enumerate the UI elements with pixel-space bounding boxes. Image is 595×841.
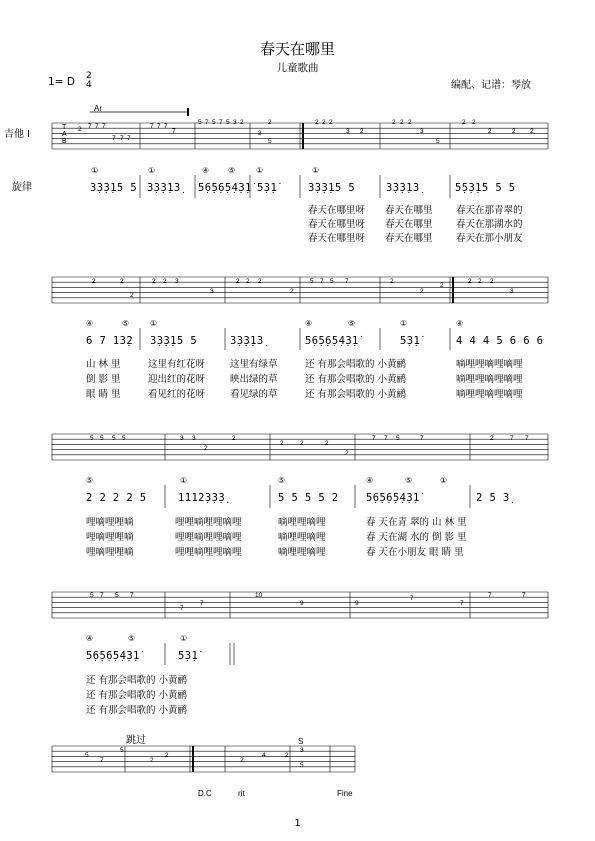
svg-text:2: 2: [345, 450, 349, 457]
svg-text:2: 2: [325, 440, 329, 447]
svg-text:5: 5: [115, 592, 119, 599]
lyric: 哩哩嘀哩哩嘀哩: [175, 532, 242, 543]
page-title: 春天在哪里: [259, 40, 335, 58]
string-mark: ⑤: [228, 166, 236, 175]
svg-text:3: 3: [175, 278, 179, 285]
string-mark: ①: [148, 166, 156, 175]
svg-text:7: 7: [102, 123, 106, 130]
string-mark: ④: [366, 476, 374, 485]
svg-text:2: 2: [322, 119, 326, 126]
ar-marker: Ar: [94, 104, 102, 113]
svg-text:2: 2: [440, 282, 444, 289]
lyric: 春天在哪里: [385, 219, 433, 230]
guitar-label: 吉他 I: [4, 129, 31, 140]
svg-text:2: 2: [420, 288, 424, 295]
lyric: 眼 睛 里: [86, 389, 121, 400]
svg-text:2: 2: [92, 278, 96, 285]
svg-text:5: 5: [112, 435, 116, 442]
svg-text:5: 5: [120, 747, 124, 754]
lyric: 倒 影 里: [86, 374, 121, 385]
dc-marker: D.C: [198, 789, 212, 798]
svg-text:7: 7: [410, 595, 414, 602]
string-mark: ④: [456, 319, 464, 328]
svg-text:7: 7: [488, 592, 492, 599]
lyric: 看见红的花呀: [148, 389, 206, 400]
svg-text:2: 2: [530, 128, 534, 135]
svg-text:7: 7: [150, 123, 154, 130]
time-signature-bottom: 4: [86, 80, 92, 90]
svg-text:7: 7: [384, 435, 388, 442]
lyric: 嘀哩哩嘀哩嘀哩: [456, 359, 523, 370]
melody-bar: 5̣3̣1̇: [400, 335, 421, 347]
svg-text:3: 3: [258, 130, 262, 137]
svg-text:5: 5: [198, 119, 202, 126]
fine-marker: Fine: [337, 789, 353, 798]
tab-clef: [62, 124, 67, 145]
svg-text:2: 2: [360, 128, 364, 135]
melody-bar: 5̣3̣1̇: [257, 182, 278, 194]
svg-text:7: 7: [525, 435, 529, 442]
svg-text:2: 2: [472, 119, 476, 126]
lyric: 迎出红的花呀: [148, 374, 206, 385]
string-mark: ④: [86, 319, 94, 328]
svg-text:2: 2: [152, 278, 156, 285]
svg-text:7: 7: [200, 600, 204, 607]
svg-text:5: 5: [300, 762, 304, 769]
key-signature: 1= D: [48, 76, 75, 88]
svg-text:5: 5: [122, 435, 126, 442]
svg-text:3: 3: [210, 288, 214, 295]
staff-system-5: [52, 746, 355, 772]
svg-text:2: 2: [390, 278, 394, 285]
string-mark: ⑤: [122, 319, 130, 328]
svg-text:2: 2: [130, 292, 134, 299]
staff-system-2: [52, 277, 548, 303]
string-mark: ④: [202, 166, 210, 175]
lyric: 春 天在青 翠的 山 林 里: [366, 517, 467, 528]
svg-text:7: 7: [345, 278, 349, 285]
melody-bar: 5̣6̣5̣6̣5̣4̣3̣1̇: [305, 335, 359, 347]
svg-text:3: 3: [346, 128, 350, 135]
lyric: 春 天在湖 水的 倒 影 里: [366, 532, 467, 543]
lyric: 山 林 里: [86, 359, 121, 370]
svg-text:5: 5: [100, 435, 104, 442]
svg-text:2: 2: [236, 278, 240, 285]
svg-text:2: 2: [120, 278, 124, 285]
svg-text:7: 7: [112, 135, 116, 142]
string-mark: ①: [400, 319, 408, 328]
svg-text:9: 9: [300, 600, 304, 607]
melody-bar: 6 7 1̇3̣2: [86, 335, 134, 347]
lyric: 哩嘀哩哩嘀: [86, 517, 134, 528]
svg-text:2: 2: [468, 278, 472, 285]
lyric: 还 有那会唱歌的 小黄鹂: [305, 374, 407, 385]
lyric: 春天在哪里: [385, 233, 433, 244]
melody-bar: 5̣6̣5̣6̣5̣4̣3̣1̇: [198, 182, 252, 194]
staff-system-3: [52, 434, 548, 460]
melody-label: 旋律: [12, 182, 32, 193]
lyric: 嘀哩哩嘀哩: [278, 532, 326, 543]
melody-bar: 3̣3̣3̣1̇3̣: [386, 182, 420, 194]
lyric: 哩哩嘀哩哩嘀哩: [175, 547, 242, 558]
svg-text:2: 2: [285, 752, 289, 759]
svg-text:2: 2: [204, 445, 208, 452]
lyric: 还 有那会唱歌的 小黄鹂: [86, 690, 188, 701]
svg-text:3: 3: [192, 435, 196, 442]
svg-text:2: 2: [478, 278, 482, 285]
svg-text:2: 2: [240, 119, 244, 126]
svg-text:5: 5: [90, 592, 94, 599]
lyric: 嘀哩哩嘀哩: [278, 547, 326, 558]
svg-text:2: 2: [488, 128, 492, 135]
svg-text:2: 2: [232, 435, 236, 442]
string-mark: ①: [150, 319, 158, 328]
svg-text:3: 3: [510, 288, 514, 295]
melody-bar: 5 5 5 5 2: [278, 492, 339, 504]
svg-text:7: 7: [172, 128, 176, 135]
svg-text:7: 7: [522, 592, 526, 599]
melody-bar: 5̣3̣1̇: [178, 650, 199, 662]
lyric: 春天在那青翠的: [456, 205, 523, 216]
string-mark: ①: [180, 634, 188, 643]
svg-text:9: 9: [355, 600, 359, 607]
svg-text:3: 3: [233, 119, 237, 126]
svg-text:7: 7: [205, 119, 209, 126]
svg-text:2: 2: [280, 440, 284, 447]
lyric: 还 有那会唱歌的 小黄鹂: [86, 675, 188, 686]
svg-text:7: 7: [460, 600, 464, 607]
string-mark: ①: [91, 166, 99, 175]
string-mark: ④: [305, 319, 313, 328]
lyric: 哩嘀哩哩嘀: [86, 532, 134, 543]
svg-text:7: 7: [130, 592, 134, 599]
skip-label: 跳过: [126, 735, 146, 746]
svg-text:3: 3: [300, 747, 304, 754]
svg-text:5: 5: [330, 278, 334, 285]
lyric: 还 有那会唱歌的 小黄鹂: [305, 359, 407, 370]
svg-text:7: 7: [100, 592, 104, 599]
rit-marker: rit: [238, 789, 245, 798]
string-mark: ①: [440, 476, 448, 485]
svg-text:2: 2: [165, 752, 169, 759]
svg-text:7: 7: [95, 123, 99, 130]
string-mark: ⑤: [348, 319, 356, 328]
svg-text:2: 2: [490, 278, 494, 285]
svg-text:2: 2: [240, 757, 244, 764]
page-number: 1: [294, 818, 301, 829]
lyric: 嘀哩哩嘀哩嘀哩: [456, 374, 523, 385]
lyric: 春天在哪里呀: [308, 219, 366, 230]
svg-text:7: 7: [127, 135, 131, 142]
lyric: 映出绿的草: [230, 374, 278, 385]
svg-text:2: 2: [329, 119, 333, 126]
lyric: 春天在那湖水的: [456, 219, 523, 230]
svg-text:2: 2: [258, 278, 262, 285]
svg-text:7: 7: [88, 123, 92, 130]
svg-text:7: 7: [164, 123, 168, 130]
lyric: 哩嘀哩哩嘀: [86, 547, 134, 558]
tab-clef-b: B: [62, 138, 67, 145]
lyric: 春天在哪里呀: [308, 233, 366, 244]
melody-bar: 2 5 3̣: [476, 492, 510, 504]
svg-text:2: 2: [400, 119, 404, 126]
svg-text:2: 2: [268, 119, 272, 126]
string-mark: ①: [312, 166, 320, 175]
tab-clef-t: T: [62, 124, 67, 131]
lyric: 还 有那会唱歌的 小黄鹂: [86, 705, 188, 716]
melody-bar: 4 4 4 5 6 6 6: [456, 335, 544, 347]
svg-text:2: 2: [408, 119, 412, 126]
svg-text:7: 7: [157, 123, 161, 130]
melody-bar: 3̣3̣3̣1̇5 5: [150, 335, 198, 347]
svg-text:2: 2: [163, 278, 167, 285]
svg-text:7: 7: [372, 435, 376, 442]
svg-text:2: 2: [315, 119, 319, 126]
string-mark: ⑤: [128, 634, 136, 643]
svg-text:7: 7: [100, 757, 104, 764]
string-mark: ⑤: [405, 476, 413, 485]
time-signature-top: 2: [86, 71, 92, 81]
melody-bar: 3̣3̣3̣1̇3̣: [147, 182, 181, 194]
svg-text:5: 5: [226, 119, 230, 126]
segno-mark: S: [298, 737, 304, 746]
svg-text:5: 5: [85, 752, 89, 759]
lyric: 春天在那小朋友: [456, 233, 523, 244]
svg-text:7: 7: [180, 605, 184, 612]
svg-text:2: 2: [300, 440, 304, 447]
lyric: 嘀哩哩嘀哩: [278, 517, 326, 528]
lyric: 这里有绿草: [230, 359, 278, 370]
svg-text:5: 5: [268, 138, 272, 145]
svg-text:5: 5: [90, 435, 94, 442]
lyric: 看见绿的草: [230, 389, 278, 400]
melody-bar: 2 2 2 2 5: [86, 492, 147, 504]
svg-text:5: 5: [436, 138, 440, 145]
page-subtitle: 儿童歌曲: [276, 62, 319, 74]
melody-barlines: [140, 175, 470, 665]
svg-text:7: 7: [510, 435, 514, 442]
string-mark: ⑤: [278, 476, 286, 485]
svg-text:2: 2: [246, 278, 250, 285]
svg-text:2: 2: [462, 119, 466, 126]
lyric: 春天在哪里: [385, 205, 433, 216]
svg-text:2: 2: [392, 119, 396, 126]
lyric: 还 有那会唱歌的 小黄鹂: [305, 389, 407, 400]
melody-bar: 5̣6̣5̣6̣5̣4̣3̣1̇: [86, 650, 140, 662]
svg-text:2: 2: [150, 757, 154, 764]
melody-bar: 3̣3̣3̣1̇3̣: [230, 335, 264, 347]
svg-text:7: 7: [320, 278, 324, 285]
svg-text:2: 2: [78, 126, 82, 133]
string-mark: ①: [180, 476, 188, 485]
svg-text:5: 5: [396, 435, 400, 442]
string-mark: ⑤: [86, 476, 94, 485]
svg-text:2: 2: [490, 435, 494, 442]
string-mark: ④: [86, 634, 94, 643]
melody-bar: 5̣5̣3̣1̇5 5 5: [455, 182, 516, 194]
credits: 编配、记谱：琴放: [451, 80, 531, 91]
svg-text:5: 5: [310, 278, 314, 285]
lyric: 春天在哪里呀: [308, 205, 366, 216]
svg-text:7: 7: [219, 119, 223, 126]
lyric: 春 天在小朋友 眼 睛 里: [366, 547, 464, 558]
svg-text:2: 2: [290, 288, 294, 295]
melody-bar: 1̇1̇1̇2̣3̣3̣3̣: [178, 492, 226, 504]
svg-text:4: 4: [262, 752, 266, 759]
melody-bar: 3̣3̣3̣1̇5 5: [90, 182, 138, 194]
svg-text:7: 7: [120, 135, 124, 142]
melody-bar: 5̣6̣5̣6̣5̣4̣3̣1̇: [366, 492, 420, 504]
lyric: 这里有红花呀: [148, 359, 206, 370]
lyric: 嘀哩哩嘀哩嘀哩: [456, 389, 523, 400]
svg-text:3: 3: [420, 128, 424, 135]
svg-text:7: 7: [420, 435, 424, 442]
melody-bar: 3̣3̣3̣1̇5 5: [308, 182, 356, 194]
staff-system-1: [52, 108, 548, 149]
svg-text:3: 3: [180, 435, 184, 442]
svg-text:10: 10: [255, 592, 263, 599]
svg-text:5: 5: [212, 119, 216, 126]
svg-text:2: 2: [512, 128, 516, 135]
lyric: 哩哩嘀哩哩嘀哩: [175, 517, 242, 528]
string-mark: ①: [256, 166, 264, 175]
tab-clef-a: A: [62, 131, 67, 138]
